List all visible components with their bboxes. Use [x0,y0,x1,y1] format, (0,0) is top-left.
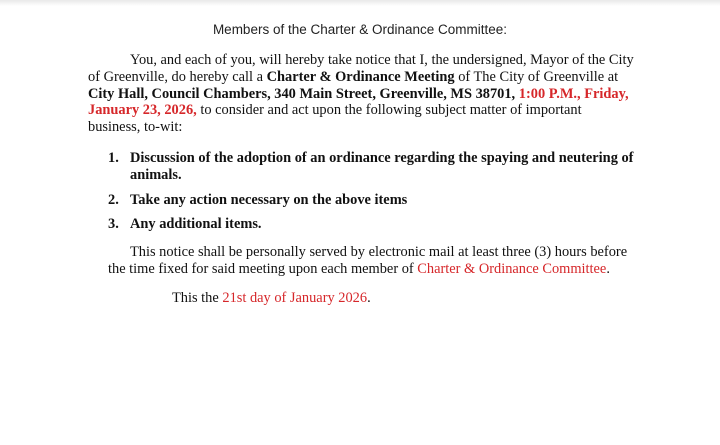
service-text-1: This notice shall be personally served by electronic mail at least three (3) hours before the time fixed for said meeting upon each member of [108,244,628,277]
page-top-edge [0,0,720,6]
service-text-2: . [606,261,610,277]
meeting-datetime: 1:00 P.M., Friday, January 23, 2026, [88,85,629,119]
agenda-item-text: Discussion of the adoption of an ordinance regarding the spaying and neutering of animals. [130,150,634,183]
dated-suffix: . [367,290,371,306]
intro-text-2: of The City of Greenville at [454,68,619,85]
dated-prefix: This the [172,290,223,306]
agenda-item-text: Take any action necessary on the above items [130,191,408,208]
agenda-item-text: Any additional items. [130,216,262,233]
intro-text-3: to consider and act upon the following subject matter of important business, to-wit: [88,102,582,136]
service-paragraph [108,244,628,278]
dated-line [172,290,371,307]
agenda-item-number: 3. [108,216,119,233]
agenda-item [108,150,638,184]
intro-text-1: You, and each of you, will hereby take notice that I, the undersigned, Mayor of the City of Greenville, do hereby call a [88,52,634,85]
notice-heading: Members of the Charter & Ordinance Committee: [212,22,508,37]
agenda-item [108,216,638,233]
agenda-item [108,192,638,209]
agenda-item-number: 2. [108,191,119,208]
dated-date: 21st day of January 2026 [222,290,368,306]
intro-paragraph [88,52,636,136]
meeting-name: Charter & Ordinance Meeting [266,68,455,85]
committee-name: Charter & Ordinance Committee [417,261,607,277]
agenda-list [108,150,638,233]
agenda-item-number: 1. [108,150,119,166]
meeting-location: City Hall, Council Chambers, 340 Main Street, Greenville, MS 38701, [88,85,516,102]
